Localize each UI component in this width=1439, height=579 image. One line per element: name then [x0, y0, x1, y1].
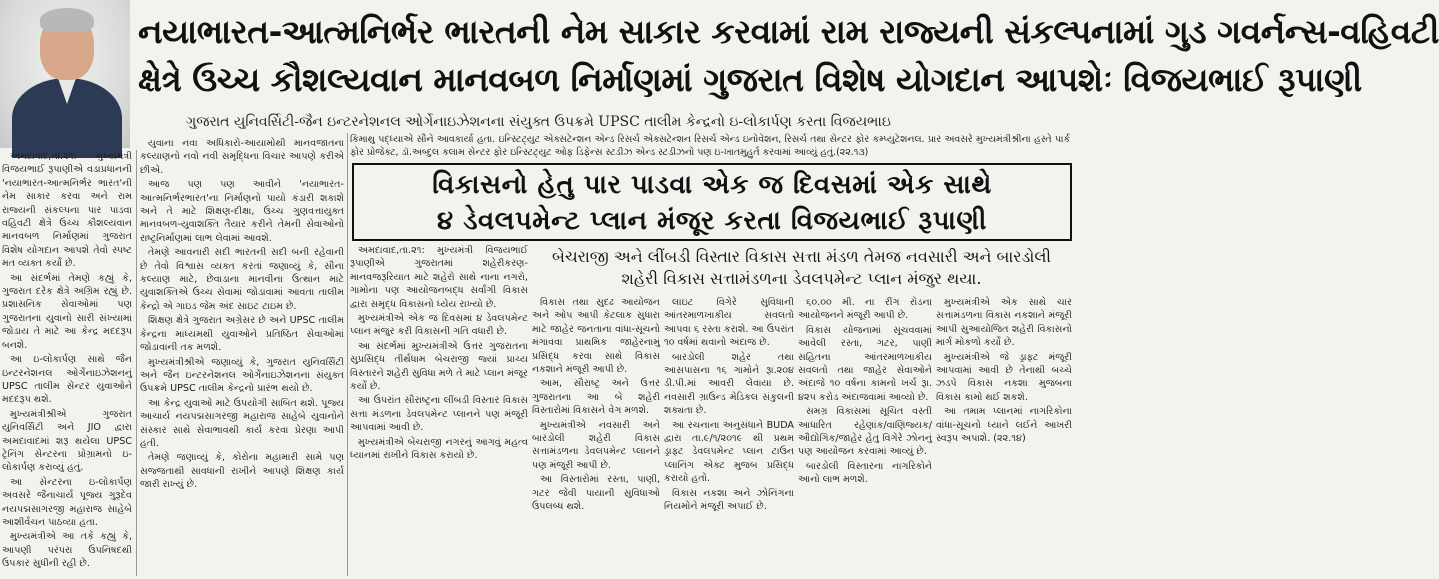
paragraph: લાઇટ વિગેરે સુવિધાની આંતરમાળખાકીય સવલતો આપવા ૬ રસ્તા કરાશે. આ ઉપરાંત ૧૦ વર્ષમાં થવાનો અંદાજ છે. [664, 297, 794, 349]
paragraph: મુખ્યમંત્રીએ એક જ દિવસમાં ૪ ડેવલપમેન્ટ પ્લાન મંજુર કરી વિકાસની ગતિ વધારી છે. [350, 313, 528, 338]
column-divider [347, 133, 348, 576]
subheadline: ગુજરાત યુનિવર્સિટી-જૈન ઇન્ટરનેશનલ ઓર્ગેનાઇઝેશનના સંયુક્ત ઉપક્રમે UPSC તાલીમ કેન્દ્રનો ઇ-લોકાર્પણ કરતા વિજયભાઇ [186, 114, 891, 130]
paragraph: આ વિસ્તારોમાં રસ્તા, પાણી, ગટર જેવી પાયાની સુવિધાઓ ઉપલબ્ધ થશે. [532, 474, 660, 513]
paragraph: મુખ્યમંત્રીએ આ તકે કહ્યું કે, આપણી પરંપરા ઉપનિષદથી ઉપકાર સુધીની રહી છે. [2, 531, 132, 570]
article-2-headline-line-1: વિકાસનો હેતુ પાર પાડવા એક જ દિવસમાં એક સાથે [432, 170, 992, 200]
headline-line-2: ક્ષેત્રે ઉચ્ચ કૌશલ્યવાન માનવબળ નિર્માણમાં ગુજરાત વિશેષ યોગદાન આપશેઃ વિજયભાઈ રૂપાણી [138, 60, 1362, 99]
minister-photo [0, 0, 130, 148]
paragraph: તેમણે જણાવ્યું કે, કોરોના મહામારી સામે પણ સજ્જતાથી સાવધાની રાખીને આપણે શિક્ષણ કાર્ય જારી રાખ્યું છે. [140, 452, 344, 491]
column-divider [136, 150, 137, 576]
article-1-column-2 [140, 137, 344, 576]
paragraph: આ સંદર્ભમાં તેમણે કહ્યું કે, ગુજરાત દરેક ક્ષેત્રે અગ્રિમ રહ્યું છે. પ્રશાસનિક સેવાઓમાં પણ ગુજરાતના યુવાનો સારી સંખ્યામાં જોડાય તે માટે આ કેન્દ્ર મદદરૂપ બનશે. [2, 272, 132, 351]
article-2-headline-box [352, 163, 1072, 241]
paragraph: વિકાસ નકશા અને ઝોનિંગના નિયમોને મંજૂરી અપાઈ છે. [664, 487, 794, 513]
article-2-column-2 [532, 296, 660, 576]
paragraph: આ સંદર્ભમાં મુખ્યમંત્રીએ ઉત્તર ગુજરાતના સુપ્રસિદ્ધ તીર્થધામ બેચરાજી જ્યાં પ્રાચ્ય વિસ્તારને શહેરી સુવિધા મળે તે માટે પ્લાન મંજૂર કર્યો છે. [350, 340, 528, 393]
article-1-continuation-strip: કિમાથુ પદ્ધ્યાએ સૌને આવકાર્યા હતા. ઇન્સ્ટિટ્યુટ એક્સટેન્શન એન્ડ રિસર્ચ એક્સટેન્શન રિસર્ચ એન્ડ ઇનોવેશન, રિસર્ચ તથા સેન્ટર ફોર કમ્પ્યુટેશનલ. પ્રાર અવસરે મુખ્યમંત્રીશ્રીના હસ્તે પાર્ક ફોર પ્રોજેક્ટ, ડૉ.અબ્દુલ કલામ સેન્ટર ફોર ઇન્સ્ટિટ્યુટ ઓફ ડિફેન્સ સ્ટડીઝ એન્ડ સ્ટડીઝનો પણ ઇ-ખાતમુહુર્ત કરવામાં આવ્યું હતું.(૨૨.૧૩) [350, 134, 1070, 158]
paragraph: આ રચનાના અનુસંધાને BUDA દ્વારા તા.૯/૧/૨૦૧૯ થી પ્રથમ ડ્રાફ્ટ ડેવલપમેન્ટ પ્લાન ટાઉન પ્લાનિંગ એક્ટ મુજબ પ્રસિદ્ધ કરાયો હતો. [664, 419, 794, 485]
paragraph: મુખ્યમંત્રીશ્રીએ જણાવ્યું કે, ગુજરાત યુનિવર્સિટી અને જૈન ઇન્ટરનેશનલ ઓર્ગેનાઇઝેશનના સંયુક્ત ઉપક્રમે UPSC તાલીમ કેન્દ્રનો પ્રારંભ થયો છે. [140, 356, 344, 395]
article-1-column-1 [2, 150, 132, 576]
paragraph: આ ઉપરાંત સૌરાષ્ટ્રના લીંબડી વિસ્તાર વિકાસ સત્તા મંડળના ડેવલપમેન્ટ પ્લાનને પણ મંજૂરી આપવામાં આવી છે. [350, 395, 528, 434]
article-2-column-1 [350, 244, 528, 576]
paragraph: મુખ્યમંત્રીએ નવસારી અને બારડોલી શહેરી વિકાસ સત્તામંડળના ડેવલપમેન્ટ પ્લાનને પણ મંજૂરી આપી છે. [532, 419, 660, 471]
paragraph: આજ પણ પણ આવીને 'નયાભારત-આત્મનિર્ભરભારત'ના નિર્માણનો પાયો કંડારી શકાશે અને તે માટે શિક્ષણ-દીક્ષા, ઉચ્ચ ગુણવત્તાયુક્ત માનવબળ-યુવાશક્તિ તૈયાર કરીને તેમની સેવાઓનો રાષ્ટ્રનિર્માણમાં લાભ લેવામાં આવશે. [140, 179, 344, 244]
paragraph: આ તમામ પ્લાનમાં નાગરિકોના વાંધા-સૂચનો ધ્યાને લઈને આખરી સ્વરૂપ અપાશે. (૨૨.૧૪) [936, 406, 1072, 445]
paragraph: અમદાવાદ,તા.૨૧: મુખ્યમંત્રી વિજયભાઈ રૂપાણીએ વડાપ્રધાનની 'નયાભારત-આત્મનિર્ભર ભારત'ની નેમ સાકાર કરવા અને રામ રાજ્યની સંકલ્પના પાર પાડવા વહિવટી ક્ષેત્રે ઉચ્ચ કૌશલ્યવાન માનવબળ નિર્માણમાં ગુજરાત વિશેષ યોગદાન આપશે તેવો સ્પષ્ટ મત વ્યક્ત કર્યો છે. [2, 151, 132, 270]
paragraph: શિક્ષણ ક્ષેત્રે ગુજરાત અગ્રેસર છે અને UPSC તાલીમ કેન્દ્રના માધ્યમથી યુવાઓને પ્રતિષ્ઠિત સેવાઓમાં જોડાવાની તક મળશે. [140, 315, 344, 354]
paragraph: અમદાવાદ,તા.૨૧: મુખ્યમંત્રી વિજયભાઈ રૂપાણીએ ગુજરાતમાં શહેરીકરણ-માનવજરૂરિયાત માટે શહેરો સાથે નાના નગરો, ગામોના પણ આયોજનબદ્ધ સર્વાંગી વિકાસ દ્વારા સમૃદ્ધ વિકાસનો ધ્યેય રાખ્યો છે. [350, 245, 528, 310]
photo-hair [40, 8, 94, 32]
paragraph: આ સેન્ટરના ઇ-લોકાર્પણ અવસરે જૈનાચાર્ય પૂજ્ય ગુરૂદેવ નયપદ્મસાગરજી મહારાજ સાહેબે આશીર્વચન પાઠવ્યા હતા. [2, 476, 132, 528]
paragraph: યુવાના નવા અધિકારો-આયામોથી માનવજાતના કલ્યાણનો નવો નવી સમૃદ્ધિના વિચાર આપણે કરીએ છીએ. [140, 138, 344, 176]
article-2-column-3 [664, 296, 794, 576]
paragraph: તેમણે આવનારી સદી ભારતની સદી બની રહેવાની છે તેવો વિશ્વાસ વ્યક્ત કરતાં જણાવ્યું કે, સૌના કલ્યાણ માટે, છેવાડાના માનવીના ઉત્થાન માટે યુવાશક્તિએ ઉચ્ચ સેવામાં જોડાવામાં આવતા તાલીમ કેન્દ્રો એ ગાઇડ જેમ અંદ સાઇટ ટાઇમ છે. [140, 247, 344, 312]
paragraph: આમ, સૌરાષ્ટ્ર અને ઉત્તર ગુજરાતના આ બે શહેરી વિસ્તારોમાં વિકાસને વેગ મળશે. [532, 378, 660, 417]
paragraph: ૬૦.૦૦ મી. ના રીંગ રોડના આયોજનને મંજૂરી આપી છે. [798, 297, 932, 322]
paragraph: આ ઇ-લોકાર્પણ સાથે જૈન ઇન્ટરનેશનલ ઓર્ગેનાઇઝેશનનું UPSC તાલીમ સેન્ટર યુવાઓને મદદરૂપ થશે. [2, 354, 132, 406]
paragraph: મુખ્યમંત્રીએ એક સાથે ચાર સત્તામંડળના વિકાસ નકશાને મંજૂરી આપી સુઆયોજિત શહેરી વિકાસનો માર્ગ મોકળો કર્યો છે. [936, 297, 1072, 349]
paragraph: સમગ્ર વિકાસમાં સૂચિત વસ્તી આધારિત રહેણાંક/વાણિજ્યક/ઔદ્યોગિક/જાહેર હેતુ વિગેરે ઝોનનું પણ આયોજન કરવામાં આવ્યું છે. [798, 406, 932, 458]
headline-line-1: નયાભારત-આત્મનિર્ભર ભારતની નેમ સાકાર કરવામાં રામ રાજ્યની સંકલ્પનામાં ગુડ ગવર્નન્સ-વહિવટી [138, 12, 1439, 51]
article-2-headline-line-2: ૪ ડેવલપમેન્ટ પ્લાન મંજૂર કરતા વિજયભાઈ રૂપાણી [437, 206, 987, 236]
paragraph: વિકાસ યોજનામાં સૂચવવામાં આવેલી રસ્તા, ગટર, પાણી સહિતના આંતરમાળખાકીય સવલતો તથા જાહેર સેવાઓને અંદાજે ૧૦ વર્ષના કામનો ખર્ચ રૂા. ૪૨૫ કરોડ અંદાજવામાં આવ્યો છે. [798, 324, 932, 403]
article-2-column-4 [798, 296, 932, 576]
paragraph: મુખ્યમંત્રીશ્રીએ ગુજરાત યુનિવર્સિટી અને JIO દ્વારા અમદાવાદમાં શરૂ થયેલા UPSC ટ્રેનિંગ સેન્ટરના પ્રોગ્રામનો ઇ-લોકાર્પણ કરાવ્યું હતું. [2, 408, 132, 474]
paragraph: બારડોલી શહેર તથા આસપાસના ૧૬ ગામોને રૂા.૨૦૪ ડી.પી.માં આવરી લેવાયા છે. નવસારી ગ્રાઉન્ડ મેડિકલ સંકુલની શક્યતા છે. [664, 351, 794, 417]
paragraph: મુખ્યમંત્રીએ જે ડ્રાફ્ટ મંજૂરી આપવામાં આવી છે તેનાથી બચ્ચે ઝડપે વિકાસ નકશા મુજબના વિકાસ કામો થઈ શકશે. [936, 351, 1072, 403]
paragraph: બારડોલી વિસ્તારના નાગરિકોને આનો લાભ મળશે. [798, 460, 932, 486]
paragraph: આ કેન્દ્ર યુવાઓ માટે ઉપયોગી સાબિત થશે. પૂજ્ય આચાર્ય નયપદ્મસાગરજી મહારાજ સાહેબે યુવાનોને સંસ્કાર સાથે સેવાભાવથી કાર્ય કરવા પ્રેરણા આપી હતી. [140, 397, 344, 449]
paragraph: મુખ્યમંત્રીએ બેચરાજી નગરનું આગવું મહત્વ ધ્યાનમાં રાખીને વિકાસ કરાયો છે. [350, 436, 528, 462]
article-2-kicker: બેચરાજી અને લીંબડી વિસ્તાર વિકાસ સત્તા મંડળ તેમજ નવસારી અને બારડોલી શહેરી વિકાસ સત્તામંડળના ડેવલપમેન્ટ પ્લાન મંજુર થયા. [551, 247, 1052, 288]
article-2-column-5 [936, 296, 1072, 576]
paragraph: વિકાસ તથા સુદઢ આયોજન અને ઓપ આપી કેટલાક સુધારા માટે જાહેર જનતાના વાંધા-સૂચનો મંગાવવા પ્રાથમિક જાહેરનામું પ્રસિદ્ધ કરવા સાથે વિકાસ નકશાને મંજૂરી આપી છે. [532, 297, 660, 376]
